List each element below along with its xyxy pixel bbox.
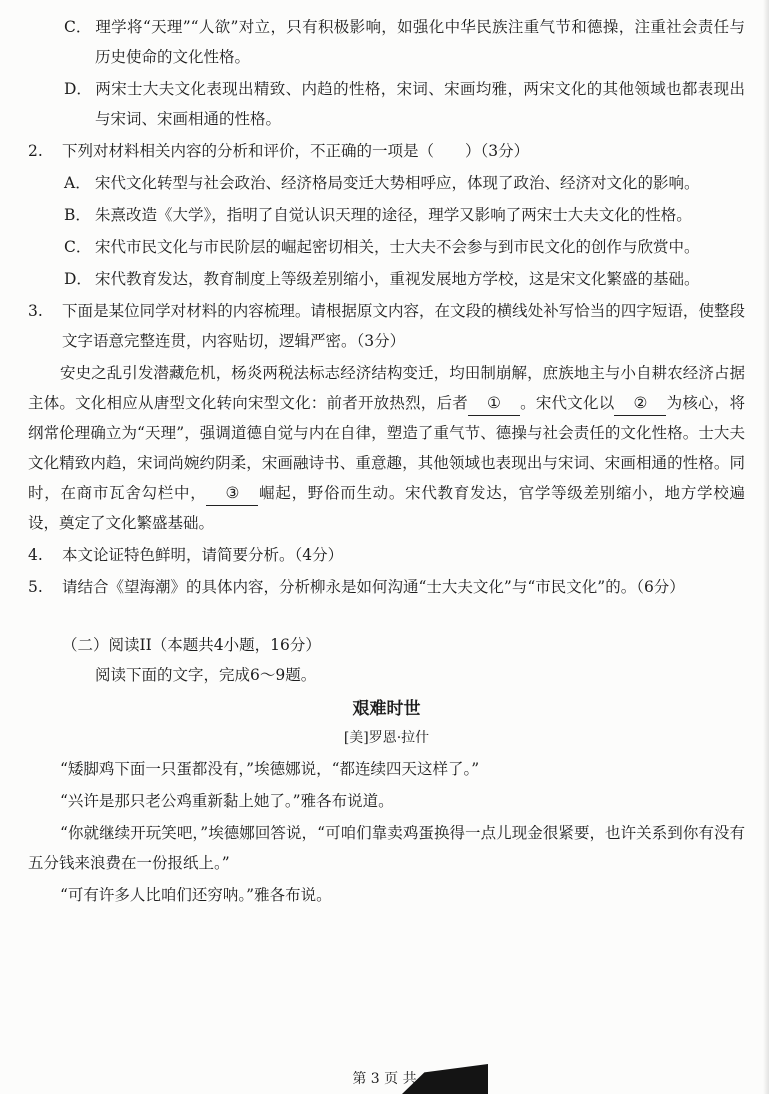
story-paragraph: “兴许是那只老公鸡重新黏上她了。”雅各布说道。 (60, 792, 394, 810)
q5-stem (28, 572, 745, 602)
option-text: 宋代教育发达，教育制度上等级差别缩小，重视发展地方学校，这是宋文化繁盛的基础。 (95, 270, 700, 288)
question-number: 2. (28, 142, 43, 160)
question-number: 5. (28, 578, 43, 596)
q2-stem (28, 136, 745, 166)
option-label: A． (64, 174, 91, 192)
option-label: D． (64, 80, 92, 98)
q2-option-d (28, 264, 745, 294)
story-paragraph: “可有许多人比咱们还穷呐。”雅各布说。 (60, 886, 332, 904)
option-label: C． (64, 238, 92, 256)
option-label: C． (64, 18, 92, 36)
option-label: B． (64, 206, 91, 224)
q1-option-c (28, 12, 745, 72)
fill-blank-2: ② (614, 391, 666, 416)
q3-stem (28, 296, 745, 356)
question-text: 本文论证特色鲜明，请简要分析。（4分） (62, 546, 344, 564)
question-text: 下列对材料相关内容的分析和评价，不正确的一项是（ ）（3分） (62, 142, 530, 160)
passage-text: 。宋代文化以 (519, 394, 615, 412)
fill-blank-1: ① (468, 391, 520, 416)
story-title: 艰难时世 (352, 699, 421, 719)
q2-option-c (28, 232, 745, 262)
question-number: 3. (28, 302, 43, 320)
q4-stem (28, 540, 745, 570)
story-author: [美]罗恩·拉什 (343, 730, 430, 746)
q3-passage (28, 358, 745, 538)
q2-option-a (28, 168, 745, 198)
option-text: 宋代市民文化与市民阶层的崛起密切相关，士大夫不会参与到市民文化的创作与欣赏中。 (95, 238, 700, 256)
story-paragraph: “矮脚鸡下面一只蛋都没有，”埃德娜说，“都连续四天这样了。” (60, 760, 480, 778)
fill-blank-3: ③ (206, 481, 258, 506)
story-paragraph: “你就继续开玩笑吧，”埃德娜回答说，“可咱们靠卖鸡蛋换得一点儿现金很紧要，也许关系到你有没有五分钱来浪费在一份报纸上。” (28, 824, 745, 872)
question-text: 下面是某位同学对材料的内容梳理。请根据原文内容，在文段的横线处补写恰当的四字短语，使整段文字语意完整连贯，内容贴切，逻辑严密。（3分） (62, 302, 745, 350)
option-text: 朱熹改造《大学》，指明了自觉认识天理的途径，理学又影响了两宋士大夫文化的性格。 (95, 206, 692, 224)
q2-option-b (28, 200, 745, 230)
passage-text: 安史之乱引发潜藏危机，杨炎两税法标志经济结构变迁，均田制崩解，庶族地主与小自耕农经济占据主体。文化相应从唐型文化转向宋型文化：前者开放热烈，后者 (28, 364, 745, 412)
section-2-instruction: 阅读下面的文字，完成6～9题。 (95, 666, 317, 684)
page-number-footer: 第 3 页 共 (352, 1071, 417, 1087)
passage-text: 为核心，将纲常伦理确立为“天理”，强调道德自觉与内在自律，塑造了重气节、德操与社会责任的文化性格。士大夫文化精致内趋，宋词尚婉约阴柔，宋画融诗书、重意趣，其他领域也表现出与宋词、宋画相通的性格。同时，在商市瓦舍勾栏中， (28, 394, 745, 502)
option-text: 宋代文化转型与社会政治、经济格局变迁大势相呼应，体现了政治、经济对文化的影响。 (95, 174, 700, 192)
question-text: 请结合《望海潮》的具体内容，分析柳永是如何沟通“士大夫文化”与“市民文化”的。（6分） (62, 578, 685, 596)
section-2-heading: （二）阅读II（本题共4小题，16分） (62, 636, 321, 654)
option-label: D． (64, 270, 92, 288)
scan-edge-shadow (763, 0, 769, 1094)
option-text: 两宋士大夫文化表现出精致、内趋的性格，宋词、宋画均雅，两宋文化的其他领域也都表现出与宋词、宋画相通的性格。 (95, 80, 745, 128)
question-number: 4. (28, 546, 43, 564)
q1-option-d (28, 74, 745, 134)
passage-text: 崛起，野俗而生动。宋代教育发达，官学等级差别缩小，地方学校遍设，奠定了文化繁盛基础。 (28, 484, 745, 532)
option-text: 理学将“天理”“人欲”对立，只有积极影响，如强化中华民族注重气节和德操，注重社会责任与历史使命的文化性格。 (95, 18, 745, 66)
